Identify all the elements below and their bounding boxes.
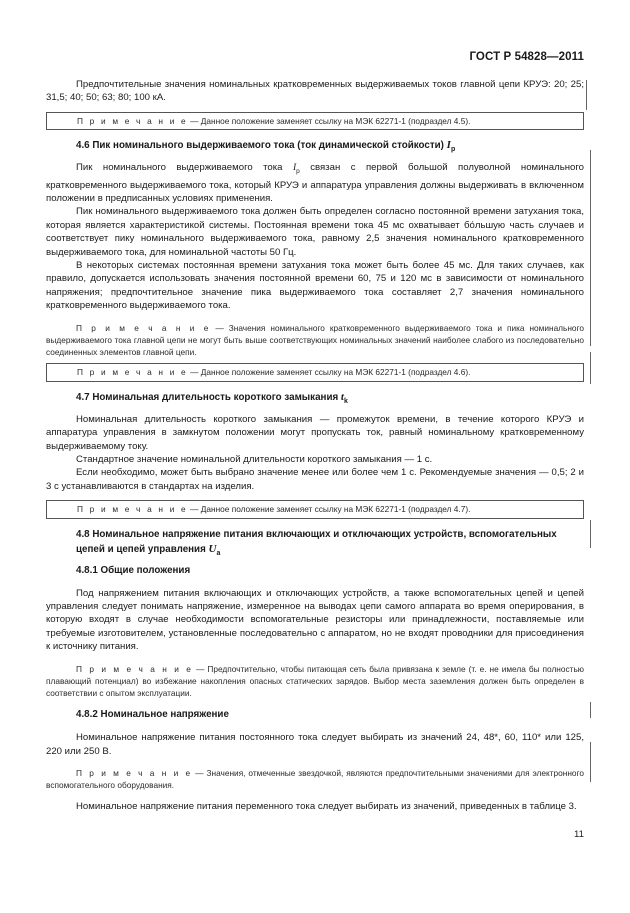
symbol-subscript: a [216,549,221,557]
paragraph-intro: Предпочтительные значения номинальных кратковременных выдерживаемых токов главной цепи КРУЭ: 20; 25; 31,5; 40; 50; 63; 80; 100 кА. [46,79,584,104]
paragraph: Если необходимо, может быть выбрано значение менее или более чем 1 с. Рекомендуемые значения — 0,5; 2 и 3 с устанавливаются в стандартах на изделия. [46,467,584,492]
subsection-heading-4-8-1: 4.8.1 Общие положения [76,564,191,576]
symbol: t [340,390,344,403]
note-text: — Данное положение заменяет ссылку на МЭК 62271-1 (подраздел 4.7). [187,504,471,515]
note-label: П р и м е ч а н и е [77,115,188,126]
change-bar [590,352,591,384]
note-text: — Значения номинального кратковременного выдерживаемого тока и пика номинального выдерживаемого тока главной цепи не могут быть выше соответствующих номинальных значений наиболее слабого из последовательно соединенных элементов главной цепи. [46,322,584,358]
symbol: I [292,162,297,174]
paragraph: Номинальное напряжение питания переменного тока следует выбирать из значений, приведенных в таблице 3. [76,801,577,813]
symbol: U [208,542,217,555]
change-bar [590,702,591,718]
paragraph: Номинальное напряжение питания постоянного тока следует выбирать из значений 24, 48*, 60, 110* или 125, 220 или 250 В. [46,732,584,757]
section-heading-4-6 [46,138,584,157]
symbol: I [446,139,451,152]
note-text: — Данное положение заменяет ссылку на МЭК 62271-1 (подраздел 4.5). [187,115,471,126]
change-bar [590,520,591,548]
paragraph: В некоторых системах постоянная времени затухания тока может быть более 45 мс. Для таких случаев, как правило, допускается использовать значения постоянной времени 60, 75 и 120 мс в зависимости от номинального напряжения; предпочтительное значение пика выдерживаемого тока составляет 2,7 значения номинального кратковременного выдерживаемого тока. [46,260,584,312]
change-bar [590,150,591,346]
note-inline [46,663,584,700]
text-span: Пик номинального выдерживаемого тока [76,162,283,174]
paragraph: Под напряжением питания включающих и отключающих устройств, а также вспомогательных цепей и цепей управления следует понимать напряжение, измеренное на выводах цепи самого аппарата во время оперирования, в которую входят в случае необходимости вспомогательные резисторы или принадлежности, поставляемые или требуемые изготовителем, установленные последовательно с аппаратом, но не входят проводники для присоединения к источнику питания. [46,587,584,653]
note-label: П р и м е ч а н и е [77,504,188,515]
change-bar [586,80,587,110]
heading-text: 4.7 Номинальная длительность короткого замыкания [76,391,339,403]
paragraph: Стандартное значение номинальной длительности короткого замыкания — 1 с. [76,453,433,465]
subsection-heading-4-8-2: 4.8.2 Номинальное напряжение [76,709,229,721]
note-inline [46,767,584,791]
symbol-subscript: k [343,397,348,405]
section-heading-4-8 [46,527,584,561]
note-box [46,500,584,519]
note-inline [46,322,584,359]
page-body [46,78,584,814]
note-box [46,112,584,131]
note-label: П р и м е ч а н и е [76,663,194,674]
note-label: П р и м е ч а н и е [77,367,188,378]
note-label: П р и м е ч а н и е [76,322,211,333]
symbol-subscript: p [296,168,300,176]
section-heading-4-7 [46,390,584,409]
note-text: — Значения, отмеченные звездочкой, являются предпочтительными значениями для электронного вспомогательного оборудования. [46,768,584,791]
note-text: — Предпочтительно, чтобы питающая сеть была привязана к земле (т. е. не имела бы полностью плавающий потенциал) во избежание накопления опасных статических зарядов. Выбор места заземления должен быть определен в соответствии с опытом эксплуатации. [46,663,584,699]
paragraph [46,161,584,205]
change-bar [590,742,591,782]
note-box [46,363,584,382]
heading-text: 4.8 Номинальное напряжение питания включающих и отключающих устройств, вспомогательных цепей и цепей управления [76,528,557,555]
document-id: ГОСТ Р 54828—2011 [469,51,584,63]
paragraph: Пик номинального выдерживаемого тока должен быть определен согласно постоянной времени затухания тока, которая является характеристикой системы. Постоянная времени тока 45 мс охватывает бо́льшую часть случаев и соответствует пику номинального выдерживаемого тока, равному 2,5 значения номинального кратковременного выдерживаемого тока, для номинальной частоты 50 Гц. [46,206,584,258]
symbol-subscript: p [450,146,456,154]
text-span: связан с первой большой полуволной номинального кратковременного выдерживаемого тока, который КРУЭ и аппаратура управления должны выдерживать в включенном положении в предписанных условиях применения. [46,162,584,204]
paragraph: Номинальная длительность короткого замыкания — промежуток времени, в течение которого КРУЭ и аппаратура управления в замкнутом положении могут пропускать ток, равный номинальному кратковременному выдерживаемому току. [46,413,584,452]
note-label: П р и м е ч а н и е [76,768,193,779]
page-number: 11 [574,829,584,840]
note-text: — Данное положение заменяет ссылку на МЭК 62271-1 (подраздел 4.6). [187,367,471,378]
heading-text: 4.6 Пик номинального выдерживаемого тока (ток динамической стойкости) [76,140,444,152]
